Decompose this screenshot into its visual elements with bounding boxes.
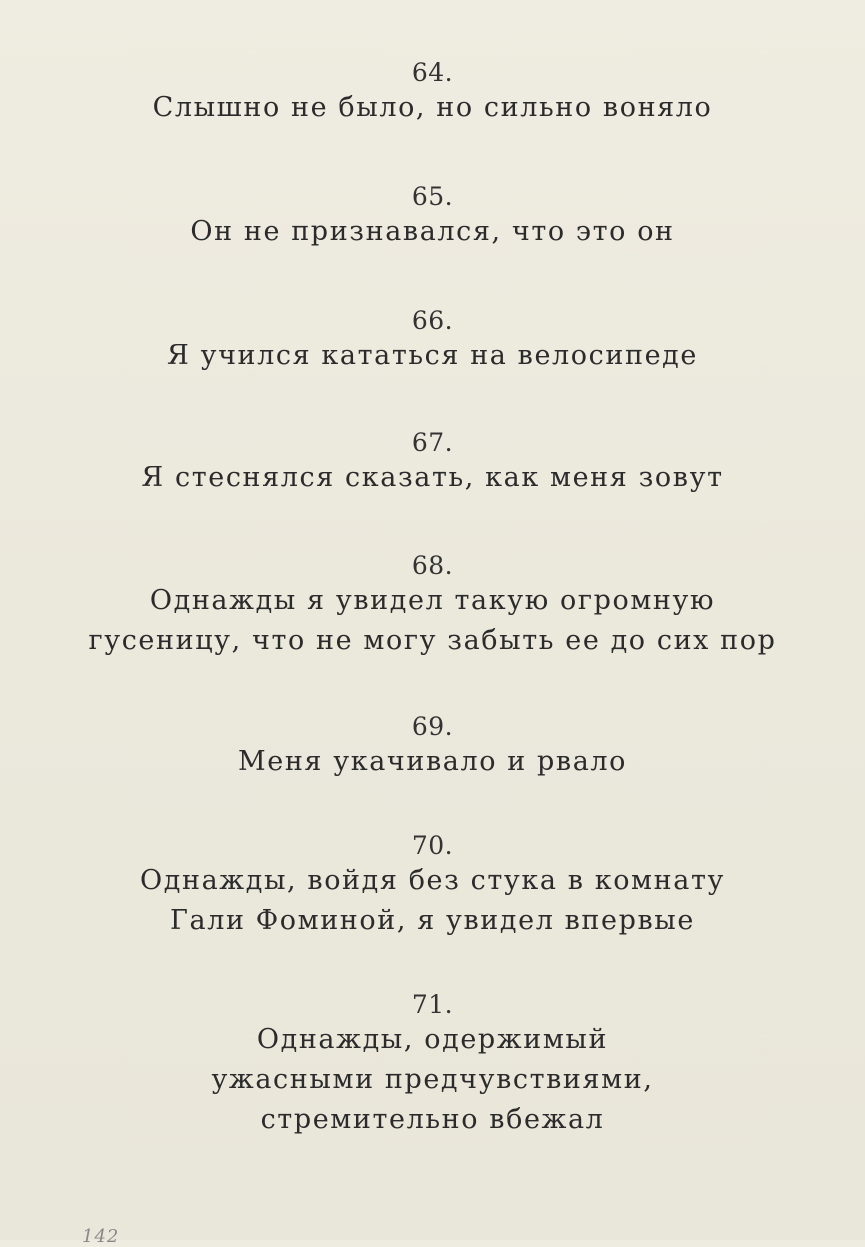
entry-text-line: Меня укачивало и рвало — [238, 746, 627, 777]
entry-66 — [0, 306, 865, 376]
entry-text-line: Слышно не было, но сильно воняло — [152, 92, 713, 123]
entry-64 — [0, 58, 865, 128]
entry-text-line: гусеницу, что не могу забыть ее до сих пор — [88, 625, 777, 656]
entry-number: 70. — [411, 831, 454, 860]
entry-67 — [0, 428, 865, 498]
entry-number: 68. — [411, 551, 454, 580]
entry-number: 65. — [411, 182, 454, 211]
entry-text-line: Однажды, войдя без стука в комнату — [140, 865, 725, 896]
entry-text-line: ужасными предчувствиями, — [211, 1064, 654, 1095]
entry-number: 71. — [411, 990, 454, 1019]
entry-text-line: Я учился кататься на велосипеде — [167, 340, 698, 371]
entry-65 — [0, 182, 865, 252]
entry-text-line: Однажды я увидел такую огромную — [149, 585, 716, 616]
entry-71 — [0, 990, 865, 1140]
entry-text-line: стремительно вбежал — [260, 1104, 605, 1135]
entry-text-line: Я стеснялся сказать, как меня зовут — [141, 462, 724, 493]
entry-text-line: Гали Фоминой, я увидел впервые — [170, 905, 695, 936]
entry-text-line: Он не признавался, что это он — [190, 216, 675, 247]
entry-text-line: Однажды, одержимый — [256, 1024, 609, 1055]
entry-number: 66. — [411, 306, 454, 335]
page-number: 142 — [82, 1226, 120, 1247]
entry-number: 69. — [411, 712, 454, 741]
entry-69 — [0, 712, 865, 782]
entry-68 — [0, 551, 865, 661]
entry-number: 67. — [411, 428, 454, 457]
entry-number: 64. — [411, 58, 454, 87]
entry-70 — [0, 831, 865, 941]
